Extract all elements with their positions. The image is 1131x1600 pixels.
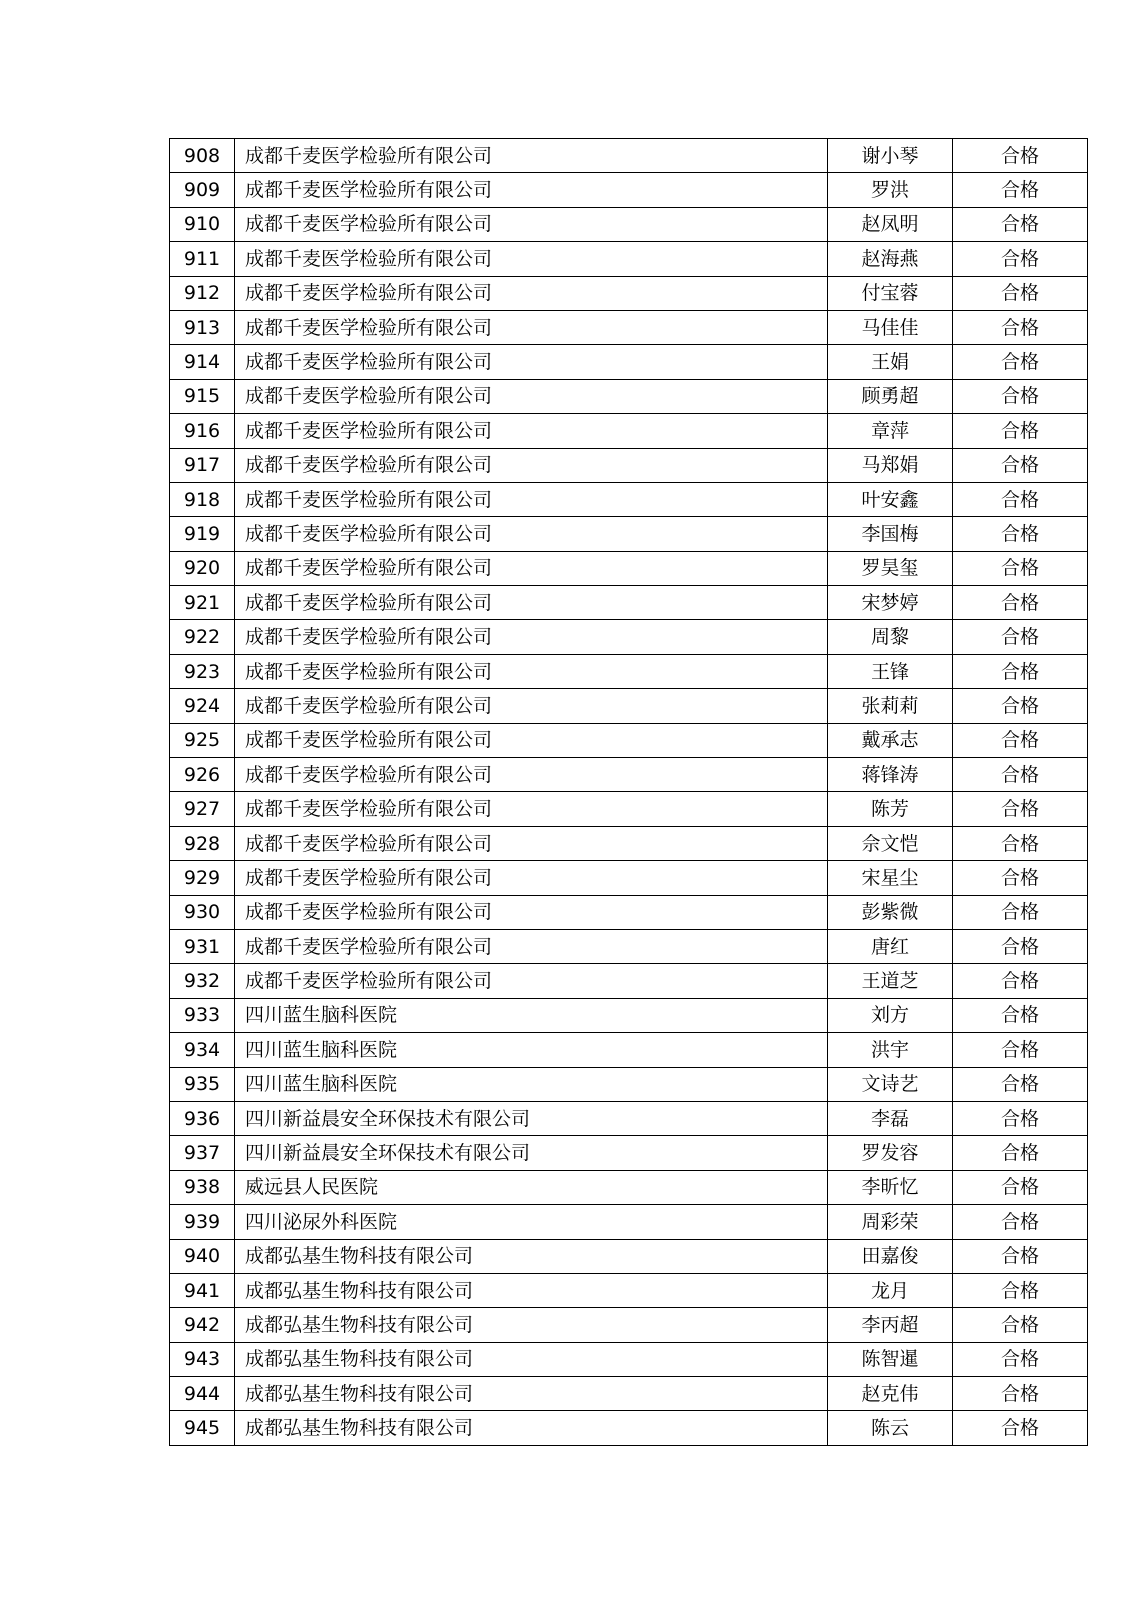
organization-name: 成都千麦医学检验所有限公司	[235, 723, 828, 757]
table-row	[170, 1273, 1088, 1307]
table-row	[170, 1033, 1088, 1067]
organization-name: 成都千麦医学检验所有限公司	[235, 173, 828, 207]
row-number: 925	[170, 723, 235, 757]
organization-name: 成都千麦医学检验所有限公司	[235, 448, 828, 482]
table-row	[170, 379, 1088, 413]
row-number: 913	[170, 310, 235, 344]
table-row	[170, 517, 1088, 551]
table-row	[170, 895, 1088, 929]
table-row	[170, 1411, 1088, 1445]
person-name: 刘方	[828, 998, 953, 1032]
result-status: 合格	[953, 723, 1088, 757]
person-name: 李国梅	[828, 517, 953, 551]
table-row	[170, 1170, 1088, 1204]
result-status: 合格	[953, 1342, 1088, 1376]
table-row	[170, 826, 1088, 860]
person-name: 李丙超	[828, 1308, 953, 1342]
table-row	[170, 654, 1088, 688]
row-number: 917	[170, 448, 235, 482]
table-row	[170, 1308, 1088, 1342]
result-status: 合格	[953, 173, 1088, 207]
organization-name: 成都千麦医学检验所有限公司	[235, 276, 828, 310]
organization-name: 成都千麦医学检验所有限公司	[235, 654, 828, 688]
person-name: 彭紫微	[828, 895, 953, 929]
organization-name: 成都千麦医学检验所有限公司	[235, 414, 828, 448]
row-number: 938	[170, 1170, 235, 1204]
result-status: 合格	[953, 448, 1088, 482]
person-name: 罗发容	[828, 1136, 953, 1170]
result-status: 合格	[953, 654, 1088, 688]
row-number: 940	[170, 1239, 235, 1273]
person-name: 马佳佳	[828, 310, 953, 344]
organization-name: 成都千麦医学检验所有限公司	[235, 620, 828, 654]
table-row	[170, 482, 1088, 516]
table-row	[170, 998, 1088, 1032]
result-status: 合格	[953, 861, 1088, 895]
row-number: 912	[170, 276, 235, 310]
table-row	[170, 792, 1088, 826]
table-row	[170, 758, 1088, 792]
row-number: 941	[170, 1273, 235, 1307]
table-row	[170, 276, 1088, 310]
table-row	[170, 310, 1088, 344]
table-row	[170, 139, 1088, 173]
row-number: 944	[170, 1377, 235, 1411]
person-name: 章萍	[828, 414, 953, 448]
organization-name: 威远县人民医院	[235, 1170, 828, 1204]
table-row	[170, 1342, 1088, 1376]
organization-name: 四川新益晨安全环保技术有限公司	[235, 1136, 828, 1170]
row-number: 909	[170, 173, 235, 207]
organization-name: 成都千麦医学检验所有限公司	[235, 929, 828, 963]
organization-name: 成都千麦医学检验所有限公司	[235, 207, 828, 241]
result-status: 合格	[953, 1101, 1088, 1135]
organization-name: 成都弘基生物科技有限公司	[235, 1377, 828, 1411]
result-status: 合格	[953, 1308, 1088, 1342]
result-status: 合格	[953, 1239, 1088, 1273]
table-row	[170, 929, 1088, 963]
person-name: 王锋	[828, 654, 953, 688]
row-number: 924	[170, 689, 235, 723]
row-number: 934	[170, 1033, 235, 1067]
organization-name: 成都弘基生物科技有限公司	[235, 1411, 828, 1445]
person-name: 李昕忆	[828, 1170, 953, 1204]
person-name: 文诗艺	[828, 1067, 953, 1101]
result-status: 合格	[953, 964, 1088, 998]
result-status: 合格	[953, 1411, 1088, 1445]
organization-name: 成都千麦医学检验所有限公司	[235, 758, 828, 792]
result-status: 合格	[953, 139, 1088, 173]
person-name: 周彩荣	[828, 1205, 953, 1239]
row-number: 918	[170, 482, 235, 516]
person-name: 顾勇超	[828, 379, 953, 413]
result-status: 合格	[953, 1377, 1088, 1411]
row-number: 928	[170, 826, 235, 860]
table-row	[170, 345, 1088, 379]
organization-name: 成都千麦医学检验所有限公司	[235, 139, 828, 173]
table-row	[170, 1377, 1088, 1411]
result-status: 合格	[953, 895, 1088, 929]
person-name: 马郑娟	[828, 448, 953, 482]
result-status: 合格	[953, 689, 1088, 723]
organization-name: 成都千麦医学检验所有限公司	[235, 861, 828, 895]
person-name: 王娟	[828, 345, 953, 379]
row-number: 935	[170, 1067, 235, 1101]
table-row	[170, 242, 1088, 276]
row-number: 915	[170, 379, 235, 413]
organization-name: 成都千麦医学检验所有限公司	[235, 482, 828, 516]
row-number: 916	[170, 414, 235, 448]
row-number: 919	[170, 517, 235, 551]
table-row	[170, 620, 1088, 654]
result-status: 合格	[953, 551, 1088, 585]
person-name: 赵克伟	[828, 1377, 953, 1411]
table-row	[170, 1067, 1088, 1101]
person-name: 洪宇	[828, 1033, 953, 1067]
row-number: 931	[170, 929, 235, 963]
result-status: 合格	[953, 276, 1088, 310]
person-name: 张莉莉	[828, 689, 953, 723]
table-row	[170, 1239, 1088, 1273]
row-number: 926	[170, 758, 235, 792]
organization-name: 四川蓝生脑科医院	[235, 1033, 828, 1067]
result-status: 合格	[953, 379, 1088, 413]
person-name: 叶安鑫	[828, 482, 953, 516]
row-number: 936	[170, 1101, 235, 1135]
table-row	[170, 964, 1088, 998]
result-status: 合格	[953, 1136, 1088, 1170]
organization-name: 四川新益晨安全环保技术有限公司	[235, 1101, 828, 1135]
result-status: 合格	[953, 414, 1088, 448]
results-table	[169, 138, 1088, 1446]
results-table-body	[170, 139, 1088, 1446]
person-name: 唐红	[828, 929, 953, 963]
person-name: 周黎	[828, 620, 953, 654]
person-name: 蒋锋涛	[828, 758, 953, 792]
row-number: 911	[170, 242, 235, 276]
person-name: 陈芳	[828, 792, 953, 826]
table-row	[170, 1136, 1088, 1170]
table-row	[170, 1205, 1088, 1239]
organization-name: 成都千麦医学检验所有限公司	[235, 826, 828, 860]
row-number: 943	[170, 1342, 235, 1376]
row-number: 923	[170, 654, 235, 688]
result-status: 合格	[953, 242, 1088, 276]
person-name: 田嘉俊	[828, 1239, 953, 1273]
organization-name: 成都千麦医学检验所有限公司	[235, 310, 828, 344]
row-number: 939	[170, 1205, 235, 1239]
organization-name: 成都千麦医学检验所有限公司	[235, 345, 828, 379]
row-number: 908	[170, 139, 235, 173]
result-status: 合格	[953, 998, 1088, 1032]
person-name: 宋星尘	[828, 861, 953, 895]
table-row	[170, 448, 1088, 482]
row-number: 942	[170, 1308, 235, 1342]
organization-name: 成都千麦医学检验所有限公司	[235, 242, 828, 276]
person-name: 赵凤明	[828, 207, 953, 241]
organization-name: 成都千麦医学检验所有限公司	[235, 379, 828, 413]
result-status: 合格	[953, 1067, 1088, 1101]
result-status: 合格	[953, 310, 1088, 344]
row-number: 930	[170, 895, 235, 929]
result-status: 合格	[953, 620, 1088, 654]
person-name: 龙月	[828, 1273, 953, 1307]
result-status: 合格	[953, 1273, 1088, 1307]
person-name: 罗昊玺	[828, 551, 953, 585]
result-status: 合格	[953, 517, 1088, 551]
result-status: 合格	[953, 482, 1088, 516]
organization-name: 成都千麦医学检验所有限公司	[235, 517, 828, 551]
result-status: 合格	[953, 207, 1088, 241]
table-row	[170, 689, 1088, 723]
organization-name: 成都弘基生物科技有限公司	[235, 1308, 828, 1342]
row-number: 933	[170, 998, 235, 1032]
result-status: 合格	[953, 1033, 1088, 1067]
organization-name: 成都千麦医学检验所有限公司	[235, 792, 828, 826]
organization-name: 成都弘基生物科技有限公司	[235, 1239, 828, 1273]
row-number: 921	[170, 586, 235, 620]
row-number: 910	[170, 207, 235, 241]
row-number: 914	[170, 345, 235, 379]
table-row	[170, 551, 1088, 585]
result-status: 合格	[953, 929, 1088, 963]
result-status: 合格	[953, 758, 1088, 792]
organization-name: 四川泌尿外科医院	[235, 1205, 828, 1239]
result-status: 合格	[953, 345, 1088, 379]
row-number: 922	[170, 620, 235, 654]
result-status: 合格	[953, 1205, 1088, 1239]
table-row	[170, 173, 1088, 207]
person-name: 佘文恺	[828, 826, 953, 860]
row-number: 937	[170, 1136, 235, 1170]
table-row	[170, 861, 1088, 895]
result-status: 合格	[953, 1170, 1088, 1204]
organization-name: 成都千麦医学检验所有限公司	[235, 551, 828, 585]
organization-name: 成都千麦医学检验所有限公司	[235, 689, 828, 723]
person-name: 王道芝	[828, 964, 953, 998]
person-name: 谢小琴	[828, 139, 953, 173]
person-name: 付宝蓉	[828, 276, 953, 310]
table-row	[170, 414, 1088, 448]
table-row	[170, 207, 1088, 241]
person-name: 陈云	[828, 1411, 953, 1445]
person-name: 罗洪	[828, 173, 953, 207]
result-status: 合格	[953, 586, 1088, 620]
organization-name: 成都千麦医学检验所有限公司	[235, 964, 828, 998]
person-name: 赵海燕	[828, 242, 953, 276]
table-row	[170, 586, 1088, 620]
row-number: 945	[170, 1411, 235, 1445]
person-name: 李磊	[828, 1101, 953, 1135]
table-row	[170, 723, 1088, 757]
organization-name: 成都弘基生物科技有限公司	[235, 1273, 828, 1307]
row-number: 920	[170, 551, 235, 585]
organization-name: 成都千麦医学检验所有限公司	[235, 586, 828, 620]
row-number: 927	[170, 792, 235, 826]
person-name: 陈智暹	[828, 1342, 953, 1376]
result-status: 合格	[953, 826, 1088, 860]
person-name: 宋梦婷	[828, 586, 953, 620]
organization-name: 四川蓝生脑科医院	[235, 1067, 828, 1101]
result-status: 合格	[953, 792, 1088, 826]
row-number: 932	[170, 964, 235, 998]
person-name: 戴承志	[828, 723, 953, 757]
organization-name: 成都弘基生物科技有限公司	[235, 1342, 828, 1376]
organization-name: 四川蓝生脑科医院	[235, 998, 828, 1032]
organization-name: 成都千麦医学检验所有限公司	[235, 895, 828, 929]
table-row	[170, 1101, 1088, 1135]
row-number: 929	[170, 861, 235, 895]
